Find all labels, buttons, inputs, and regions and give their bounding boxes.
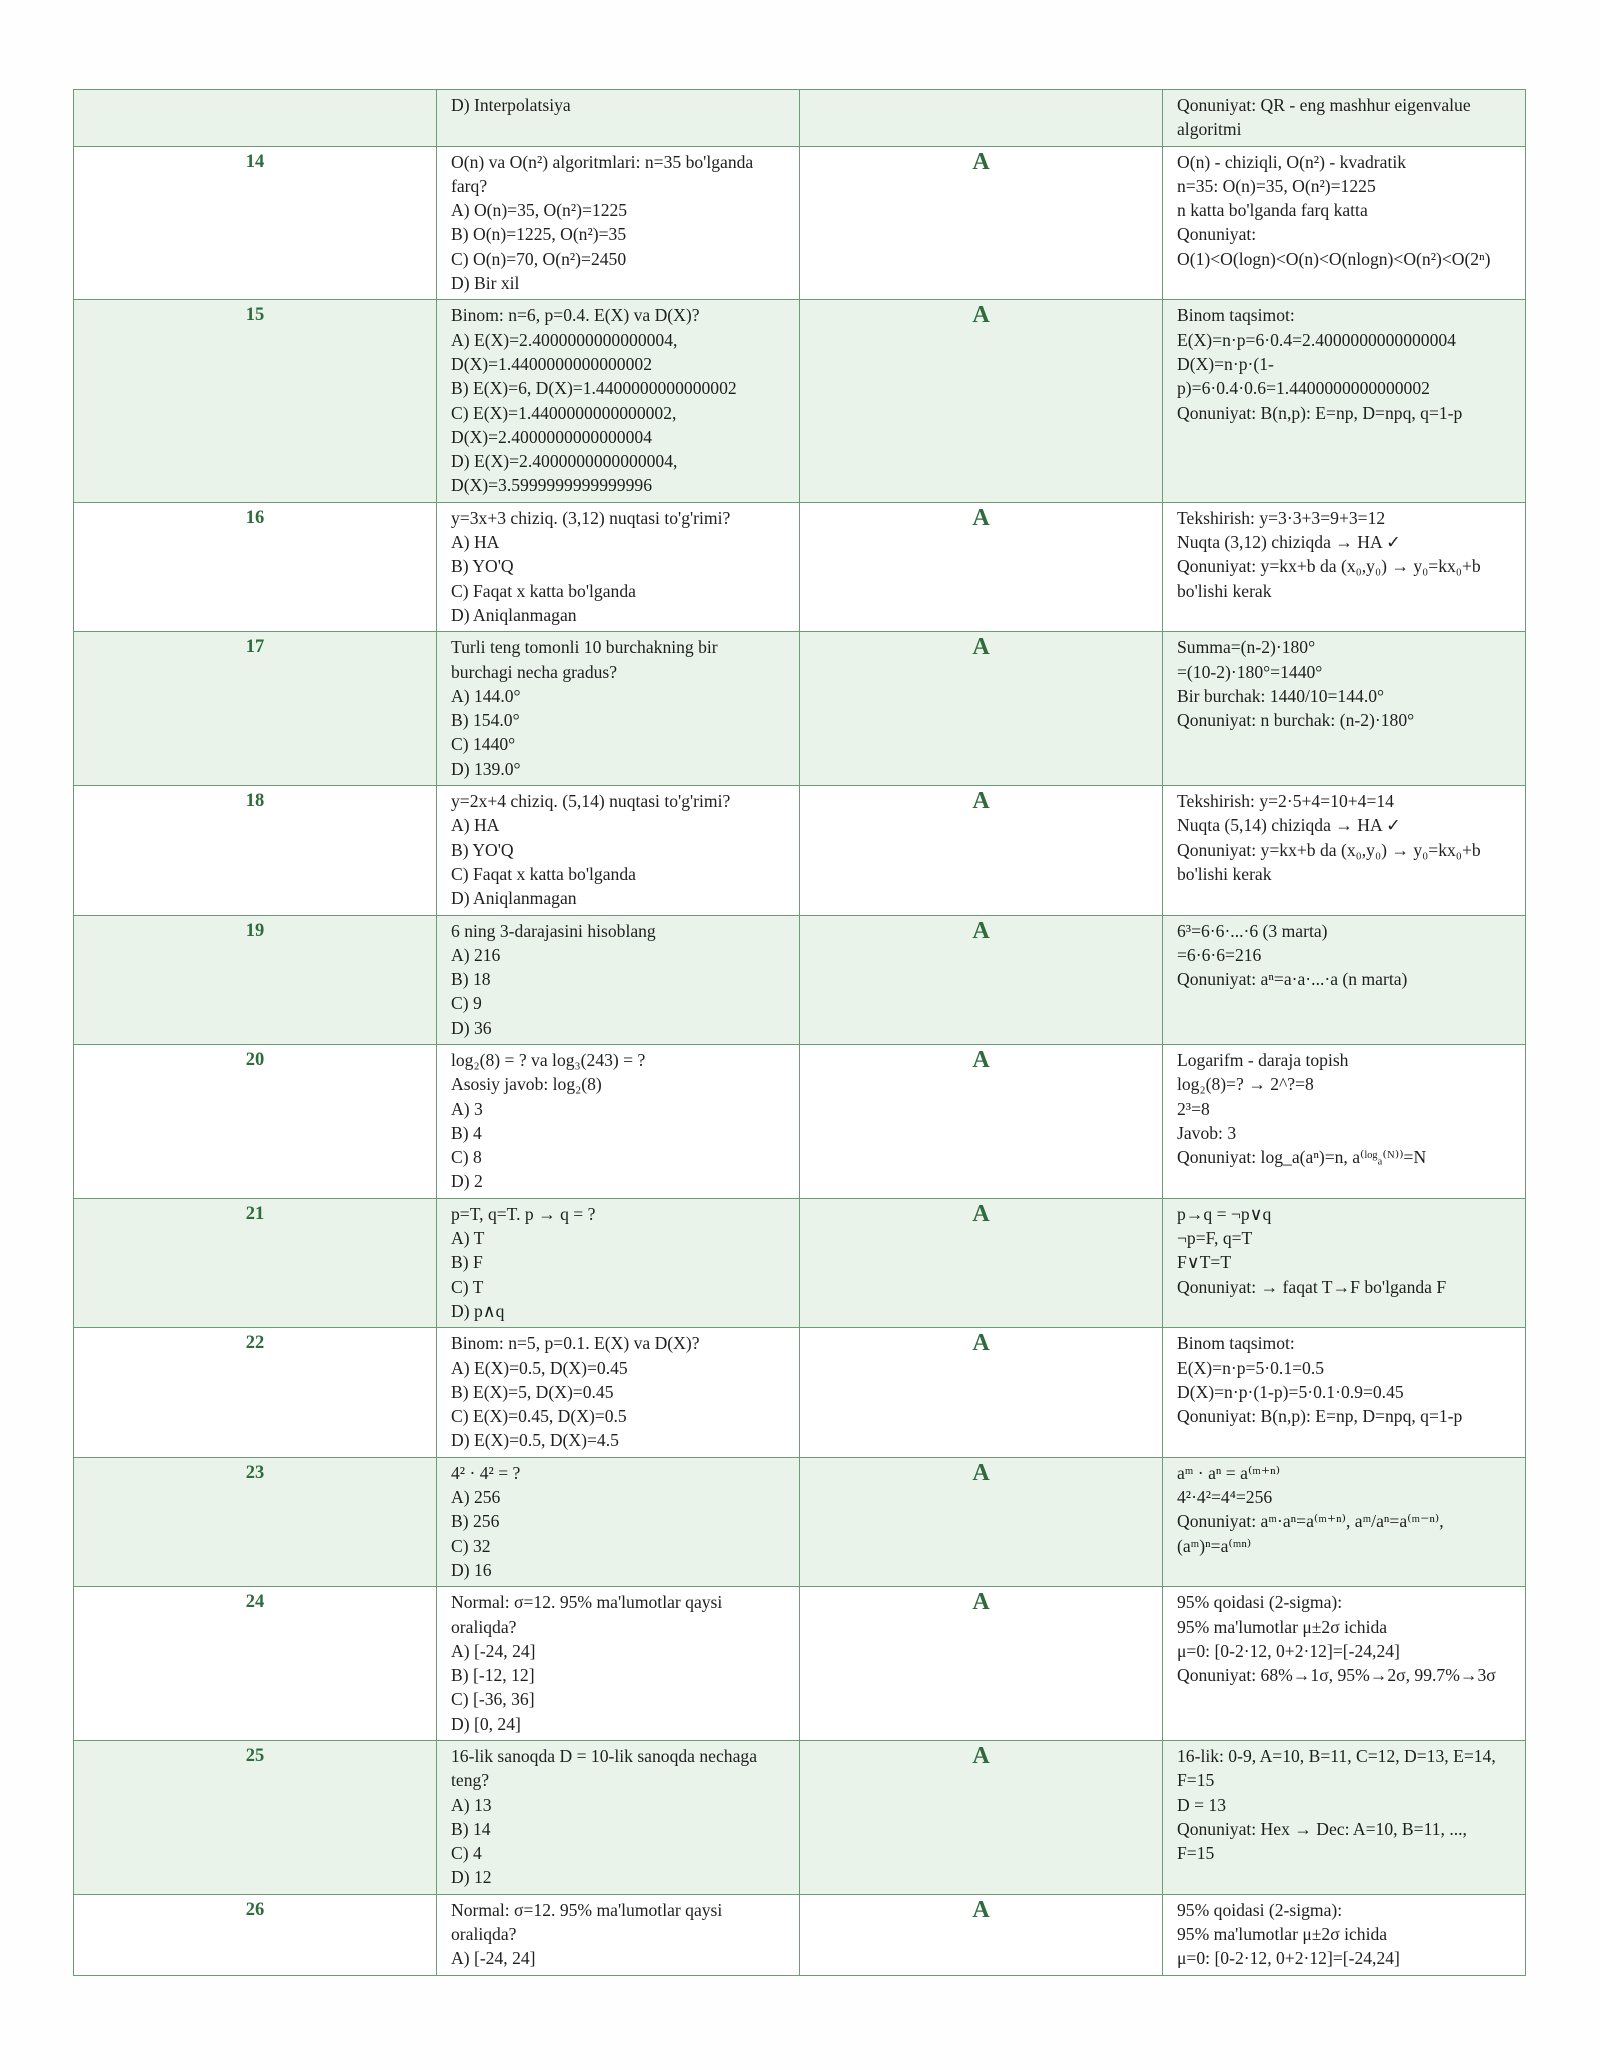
question-line: D) 139.0° [451, 758, 521, 779]
table-row [74, 300, 1526, 502]
question-line: B) O(n)=1225, O(n²)=35 [451, 224, 627, 245]
explanation-line: n=35: O(n)=35, O(n²)=1225 [1177, 175, 1376, 196]
question-cell [437, 502, 800, 631]
answer-cell: A [800, 1587, 1163, 1741]
question-line: D) Bir xil [451, 273, 520, 294]
explanation-cell [1163, 1741, 1526, 1895]
explanation-line: Qonuniyat: log_a(aⁿ)=n, a⁽ˡᵒᵍₐ⁽ᴺ⁾⁾=N [1177, 1147, 1427, 1168]
question-line: B) 18 [451, 969, 491, 990]
answer-cell: A [800, 632, 1163, 786]
question-line: D) 2 [451, 1171, 483, 1192]
explanation-line: Qonuniyat: aᵐ·aⁿ=a⁽ᵐ⁺ⁿ⁾, aᵐ/aⁿ=a⁽ᵐ⁻ⁿ⁾, [1177, 1511, 1444, 1532]
question-line: Normal: σ=12. 95% ma'lumotlar qaysi [451, 1592, 723, 1613]
explanation-cell [1163, 632, 1526, 786]
explanation-line: D = 13 [1177, 1794, 1227, 1815]
question-line: B) 4 [451, 1122, 482, 1143]
question-line: C) [-36, 36] [451, 1689, 535, 1710]
explanation-line: Nuqta (3,12) chiziqda → HA ✓ [1177, 532, 1401, 553]
explanation-cell [1163, 1894, 1526, 1975]
explanation-line: Binom taqsimot: [1177, 305, 1295, 326]
explanation-line: Qonuniyat: B(n,p): E=np, D=npq, q=1-p [1177, 1406, 1463, 1427]
question-line: D) 16 [451, 1559, 492, 1580]
question-line: D) [0, 24] [451, 1713, 521, 1734]
explanation-line: Qonuniyat: → faqat T→F bo'lganda F [1177, 1276, 1447, 1297]
explanation-line: Qonuniyat: Hex → Dec: A=10, B=11, ..., [1177, 1818, 1467, 1839]
question-cell [437, 1328, 800, 1457]
question-cell [437, 146, 800, 300]
question-line: C) 32 [451, 1535, 491, 1556]
explanation-line: Qonuniyat: [1177, 224, 1257, 245]
question-line: A) 13 [451, 1794, 492, 1815]
answer-cell: A [800, 1741, 1163, 1895]
question-line: C) 4 [451, 1843, 482, 1864]
question-line: A) HA [451, 532, 500, 553]
answer-cell: A [800, 502, 1163, 631]
question-line: 4² · 4² = ? [451, 1462, 521, 1483]
question-line: A) 256 [451, 1487, 501, 1508]
question-line: D) p∧q [451, 1300, 505, 1321]
explanation-line: =6·6·6=216 [1177, 944, 1262, 965]
question-line: Binom: n=6, p=0.4. E(X) va D(X)? [451, 305, 700, 326]
explanation-cell [1163, 1457, 1526, 1586]
question-line: C) Faqat x katta bo'lganda [451, 580, 636, 601]
question-line: B) F [451, 1252, 483, 1273]
question-line: D) Aniqlanmagan [451, 888, 577, 909]
explanation-cell [1163, 502, 1526, 631]
explanation-line: 95% qoidasi (2-sigma): [1177, 1899, 1343, 1920]
question-line: A) 3 [451, 1098, 483, 1119]
question-line: C) Faqat x katta bo'lganda [451, 863, 636, 884]
question-cell [437, 1457, 800, 1586]
explanation-line: Nuqta (5,14) chiziqda → HA ✓ [1177, 815, 1401, 836]
explanation-line: O(1)<O(logn)<O(n)<O(nlogn)<O(n²)<O(2ⁿ) [1177, 248, 1491, 269]
explanation-cell [1163, 786, 1526, 915]
table-row [74, 786, 1526, 915]
question-cell [437, 1587, 800, 1741]
question-cell [437, 90, 800, 147]
question-cell [437, 1044, 800, 1198]
question-number: 16 [74, 502, 437, 631]
question-line: C) E(X)=0.45, D(X)=0.5 [451, 1406, 627, 1427]
table-row [74, 632, 1526, 786]
question-line: D(X)=1.4400000000000002 [451, 353, 652, 374]
question-line: D) E(X)=2.4000000000000004, [451, 451, 678, 472]
table-row [74, 1587, 1526, 1741]
explanation-line: ¬p=F, q=T [1177, 1228, 1253, 1249]
question-line: 16-lik sanoqda D = 10-lik sanoqda nechaga [451, 1746, 758, 1766]
question-line: B) YO'Q [451, 556, 514, 577]
explanation-line: μ=0: [0-2·12, 0+2·12]=[-24,24] [1177, 1640, 1400, 1661]
explanation-line: Summa=(n-2)·180° [1177, 637, 1316, 658]
question-table-body [74, 90, 1526, 1976]
question-line: D) 36 [451, 1017, 492, 1038]
question-line: A) T [451, 1228, 485, 1249]
explanation-line: F∨T=T [1177, 1252, 1232, 1273]
explanation-line: aᵐ · aⁿ = a⁽ᵐ⁺ⁿ⁾ [1177, 1462, 1281, 1483]
question-table [73, 89, 1526, 1976]
question-line: D) Interpolatsiya [451, 95, 571, 115]
table-row [74, 1894, 1526, 1975]
answer-cell: A [800, 1457, 1163, 1586]
explanation-line: bo'lishi kerak [1177, 580, 1272, 601]
question-number: 23 [74, 1457, 437, 1586]
question-line: B) E(X)=6, D(X)=1.4400000000000002 [451, 378, 737, 399]
explanation-line: Bir burchak: 1440/10=144.0° [1177, 685, 1385, 706]
question-line: B) 256 [451, 1511, 500, 1532]
table-row [74, 1457, 1526, 1586]
explanation-line: 2³=8 [1177, 1098, 1210, 1119]
question-number: 22 [74, 1328, 437, 1457]
explanation-line: 95% ma'lumotlar μ±2σ ichida [1177, 1616, 1388, 1637]
explanation-cell [1163, 1587, 1526, 1741]
explanation-cell [1163, 1044, 1526, 1198]
question-line: C) 1440° [451, 734, 516, 755]
explanation-line: Qonuniyat: QR - eng mashhur eigenvalue [1177, 95, 1471, 115]
explanation-line: 4²·4²=4⁴=256 [1177, 1487, 1273, 1508]
explanation-line: 95% ma'lumotlar μ±2σ ichida [1177, 1924, 1388, 1945]
explanation-line: Qonuniyat: y=kx+b da (x₀,y₀) → y₀=kx₀+b [1177, 839, 1481, 860]
explanation-cell [1163, 1328, 1526, 1457]
question-line: O(n) va O(n²) algoritmlari: n=35 bo'lganda [451, 151, 754, 172]
explanation-line: μ=0: [0-2·12, 0+2·12]=[-24,24] [1177, 1948, 1400, 1969]
question-cell [437, 1198, 800, 1327]
explanation-line: Javob: 3 [1177, 1122, 1237, 1143]
table-row [74, 502, 1526, 631]
table-row [74, 90, 1526, 147]
answer-cell: A [800, 786, 1163, 915]
question-line: D) 12 [451, 1867, 492, 1888]
question-line: y=2x+4 chiziq. (5,14) nuqtasi to'g'rimi? [451, 791, 731, 812]
question-line: log₂(8) = ? va log₃(243) = ? [451, 1049, 646, 1070]
question-line: B) YO'Q [451, 839, 514, 860]
explanation-line: log₂(8)=? → 2^?=8 [1177, 1074, 1314, 1095]
explanation-line: O(n) - chiziqli, O(n²) - kvadratik [1177, 151, 1407, 172]
question-line: B) 154.0° [451, 710, 520, 731]
answer-cell: A [800, 915, 1163, 1044]
question-line: D) Aniqlanmagan [451, 604, 577, 625]
question-line: C) 8 [451, 1147, 482, 1168]
question-line: burchagi necha gradus? [451, 661, 618, 682]
explanation-line: Qonuniyat: n burchak: (n-2)·180° [1177, 710, 1415, 731]
explanation-line: E(X)=n·p=5·0.1=0.5 [1177, 1357, 1325, 1378]
explanation-line: Qonuniyat: aⁿ=a·a·...·a (n marta) [1177, 969, 1408, 990]
table-row [74, 1328, 1526, 1457]
explanation-line: Qonuniyat: B(n,p): E=np, D=npq, q=1-p [1177, 402, 1463, 423]
question-cell [437, 915, 800, 1044]
question-number: 24 [74, 1587, 437, 1741]
question-line: D) E(X)=0.5, D(X)=4.5 [451, 1430, 619, 1451]
explanation-line: F=15 [1177, 1843, 1215, 1864]
question-line: C) T [451, 1276, 484, 1297]
explanation-line: =(10-2)·180°=1440° [1177, 661, 1323, 682]
explanation-line: p)=6·0.4·0.6=1.4400000000000002 [1177, 378, 1430, 399]
explanation-cell [1163, 90, 1526, 147]
explanation-line: (aᵐ)ⁿ=a⁽ᵐⁿ⁾ [1177, 1535, 1252, 1556]
question-line: C) 9 [451, 993, 482, 1014]
explanation-line: D(X)=n·p·(1-p)=5·0.1·0.9=0.45 [1177, 1381, 1404, 1402]
question-cell [437, 1894, 800, 1975]
question-line: oraliqda? [451, 1924, 517, 1945]
question-line: p=T, q=T. p → q = ? [451, 1203, 596, 1224]
explanation-cell [1163, 146, 1526, 300]
question-number: 26 [74, 1894, 437, 1975]
question-line: A) O(n)=35, O(n²)=1225 [451, 200, 628, 221]
question-line: Turli teng tomonli 10 burchakning bir [451, 637, 718, 658]
question-cell [437, 632, 800, 786]
explanation-line: Qonuniyat: y=kx+b da (x₀,y₀) → y₀=kx₀+b [1177, 556, 1481, 577]
question-line: A) E(X)=2.4000000000000004, [451, 329, 678, 350]
answer-cell [800, 90, 1163, 147]
answer-cell: A [800, 1328, 1163, 1457]
question-number: 14 [74, 146, 437, 300]
question-number: 19 [74, 915, 437, 1044]
question-line: B) E(X)=5, D(X)=0.45 [451, 1381, 614, 1402]
explanation-line: p→q = ¬p∨q [1177, 1203, 1272, 1224]
table-row [74, 1044, 1526, 1198]
explanation-line: algoritmi [1177, 119, 1242, 140]
answer-cell: A [800, 1198, 1163, 1327]
table-row [74, 1741, 1526, 1895]
question-line: A) HA [451, 815, 500, 836]
question-line: A) [-24, 24] [451, 1948, 536, 1969]
explanation-line: Binom taqsimot: [1177, 1333, 1295, 1354]
explanation-line: bo'lishi kerak [1177, 863, 1272, 884]
question-line: B) [-12, 12] [451, 1665, 535, 1686]
explanation-line: F=15 [1177, 1770, 1215, 1791]
explanation-line: Tekshirish: y=2·5+4=10+4=14 [1177, 791, 1394, 812]
table-row [74, 915, 1526, 1044]
explanation-line: Qonuniyat: 68%→1σ, 95%→2σ, 99.7%→3σ [1177, 1665, 1496, 1686]
explanation-cell [1163, 1198, 1526, 1327]
question-line: C) O(n)=70, O(n²)=2450 [451, 248, 627, 269]
explanation-cell [1163, 915, 1526, 1044]
question-line: Binom: n=5, p=0.1. E(X) va D(X)? [451, 1333, 700, 1354]
question-line: y=3x+3 chiziq. (3,12) nuqtasi to'g'rimi? [451, 507, 731, 528]
table-row [74, 1198, 1526, 1327]
answer-cell: A [800, 300, 1163, 502]
question-line: D(X)=3.5999999999999996 [451, 475, 652, 496]
explanation-line: D(X)=n·p·(1- [1177, 353, 1274, 374]
explanation-line: 16-lik: 0-9, A=10, B=11, C=12, D=13, E=14, [1177, 1746, 1496, 1766]
question-line: B) 14 [451, 1818, 491, 1839]
question-cell [437, 1741, 800, 1895]
explanation-line: 95% qoidasi (2-sigma): [1177, 1592, 1343, 1613]
question-line: oraliqda? [451, 1616, 517, 1637]
question-number: 20 [74, 1044, 437, 1198]
question-number [74, 90, 437, 147]
question-line: A) 144.0° [451, 685, 521, 706]
question-line: farq? [451, 175, 488, 196]
question-line: A) E(X)=0.5, D(X)=0.45 [451, 1357, 628, 1378]
question-line: C) E(X)=1.4400000000000002, [451, 402, 677, 423]
question-number: 17 [74, 632, 437, 786]
question-number: 18 [74, 786, 437, 915]
answer-cell: A [800, 146, 1163, 300]
question-line: D(X)=2.4000000000000004 [451, 426, 652, 447]
table-row [74, 146, 1526, 300]
question-number: 15 [74, 300, 437, 502]
answer-cell: A [800, 1894, 1163, 1975]
explanation-line: n katta bo'lganda farq katta [1177, 200, 1368, 221]
explanation-line: Tekshirish: y=3·3+3=9+3=12 [1177, 507, 1386, 528]
explanation-line: 6³=6·6·...·6 (3 marta) [1177, 920, 1328, 941]
question-line: 6 ning 3-darajasini hisoblang [451, 920, 656, 941]
question-cell [437, 786, 800, 915]
question-number: 21 [74, 1198, 437, 1327]
explanation-line: Logarifm - daraja topish [1177, 1049, 1349, 1070]
question-line: A) [-24, 24] [451, 1640, 536, 1661]
question-cell [437, 300, 800, 502]
answer-cell: A [800, 1044, 1163, 1198]
question-line: Normal: σ=12. 95% ma'lumotlar qaysi [451, 1899, 723, 1920]
question-line: Asosiy javob: log₂(8) [451, 1074, 602, 1095]
question-number: 25 [74, 1741, 437, 1895]
question-line: teng? [451, 1770, 490, 1791]
explanation-cell [1163, 300, 1526, 502]
explanation-line: E(X)=n·p=6·0.4=2.4000000000000004 [1177, 329, 1456, 350]
question-line: A) 216 [451, 944, 501, 965]
